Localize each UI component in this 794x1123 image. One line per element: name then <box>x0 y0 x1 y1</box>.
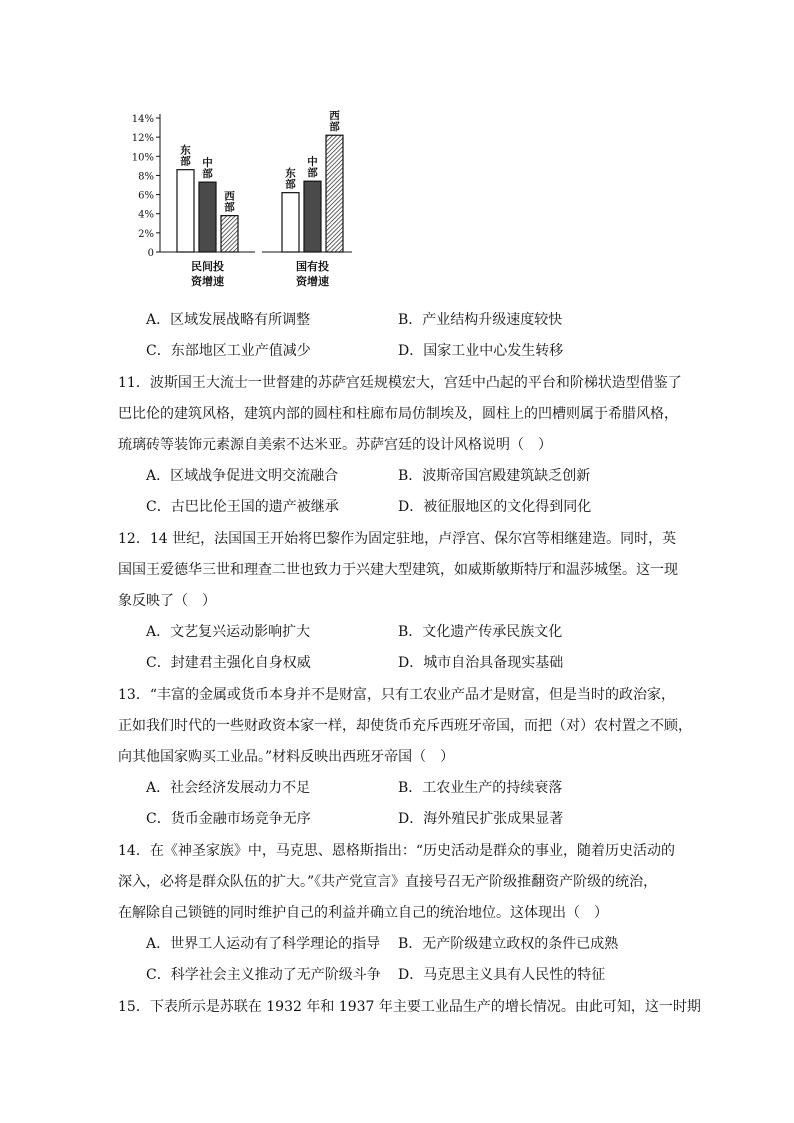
q12-stem-line-2: 国国王爱德华三世和理查二世也致力于兴建大型建筑，如威斯敏斯特厅和温莎城堡。这一现 <box>118 562 678 578</box>
q12-option-b[interactable]: B．文化遗产传承民族文化 <box>398 624 563 640</box>
q14-option-d[interactable]: D．马克思主义具有人民性的特征 <box>398 967 606 983</box>
y-tick-label: 10% <box>131 152 154 164</box>
q12-option-c[interactable]: C．封建君主强化自身权威 <box>146 655 311 671</box>
bar-label-char: 部 <box>224 201 235 214</box>
y-tick-label: 0 <box>147 248 154 259</box>
q14-stem-line-1: 14．在《神圣家族》中，马克思、恩格斯指出：“历史活动是群众的事业，随着历史活动的 <box>118 843 675 859</box>
q15-stem-line-1: 15．下表所示是苏联在 1932 年和 1937 年主要工业品生产的增长情况。由此可知，这一时期 <box>118 999 701 1015</box>
bar-2-1 <box>199 182 216 252</box>
q10-option-a[interactable]: A．区域发展战略有所调整 <box>146 312 311 328</box>
q10-option-d[interactable]: D．国家工业中心发生转移 <box>398 343 564 359</box>
q14-option-b[interactable]: B．无产阶级建立政权的条件已成熟 <box>398 936 619 952</box>
x-category-label: 民间投 <box>191 260 224 273</box>
x-category-label: 资增速 <box>296 275 329 288</box>
y-tick-label: 4% <box>138 209 154 221</box>
bar-label-char: 中 <box>202 157 213 170</box>
x-category-label: 国有投 <box>296 260 329 273</box>
bar-3-2 <box>326 135 343 252</box>
q11-option-c[interactable]: C．古巴比伦王国的遗产被继承 <box>146 499 339 515</box>
bar-label-char: 东 <box>180 144 191 157</box>
bar-label-char: 中 <box>307 156 318 169</box>
bar-label-char: 西 <box>224 190 235 203</box>
y-tick-label: 12% <box>131 133 154 145</box>
x-category-label: 资增速 <box>191 275 224 288</box>
bar-label-char: 部 <box>307 167 318 180</box>
q11-stem-line-1: 11．波斯国王大流士一世督建的苏萨宫廷规模宏大，宫廷中凸起的平台和阶梯状造型借鉴了 <box>118 375 682 391</box>
y-tick-label: 6% <box>138 190 154 202</box>
bar-1-2 <box>282 193 299 252</box>
q14-stem-line-3: 在解除自己锁链的同时维护自己的利益并确立自己的统治地位。这体现出（ ） <box>118 905 608 921</box>
investment-growth-bar-chart <box>120 110 370 295</box>
q11-stem-line-3: 琉璃砖等装饰元素源自美索不达米亚。苏萨宫廷的设计风格说明（ ） <box>118 437 552 453</box>
q10-option-c[interactable]: C．东部地区工业产值减少 <box>146 343 311 359</box>
bar-label-char: 部 <box>329 121 340 134</box>
bar-1-1 <box>177 170 194 252</box>
q12-option-a[interactable]: A．文艺复兴运动影响扩大 <box>146 624 311 640</box>
q13-stem-line-2: 正如我们时代的一些财政资本家一样，却使货币充斥西班牙帝国，而把（对）农村置之不顾， <box>118 718 692 734</box>
bar-label-char: 东 <box>285 167 296 180</box>
q13-option-d[interactable]: D．海外殖民扩张成果显著 <box>398 811 564 827</box>
q12-stem-line-1: 12．14 世纪，法国国王开始将巴黎作为固定驻地，卢浮宫、保尔宫等相继建造。同时，英 <box>118 531 677 547</box>
q11-option-d[interactable]: D．被征服地区的文化得到同化 <box>398 499 592 515</box>
q11-stem-line-2: 巴比伦的建筑风格，建筑内部的圆柱和柱廊布局仿制埃及，圆柱上的凹槽则属于希腊风格， <box>118 406 678 422</box>
bar-label-char: 部 <box>202 168 213 181</box>
q12-stem-line-3: 象反映了（ ） <box>118 593 216 609</box>
q12-option-d[interactable]: D．城市自治具备现实基础 <box>398 655 564 671</box>
chart-svg <box>120 110 370 295</box>
q11-option-a[interactable]: A．区域战争促进文明交流融合 <box>146 468 339 484</box>
q11-option-b[interactable]: B．波斯帝国宫殿建筑缺乏创新 <box>398 468 591 484</box>
bar-2-2 <box>304 181 321 252</box>
y-tick-label: 2% <box>138 228 154 240</box>
q14-option-c[interactable]: C．科学社会主义推动了无产阶级斗争 <box>146 967 381 983</box>
bar-label-char: 西 <box>329 110 340 123</box>
q10-option-b[interactable]: B．产业结构升级速度较快 <box>398 312 563 328</box>
y-tick-label: 14% <box>131 114 154 125</box>
q13-stem-line-1: 13．“丰富的金属或货币本身并不是财富，只有工农业产品才是财富，但是当时的政治家， <box>118 687 675 703</box>
bar-3-1 <box>221 216 238 252</box>
bar-label-char: 部 <box>285 178 296 191</box>
q13-stem-line-3: 向其他国家购买工业品。”材料反映出西班牙帝国（ ） <box>118 749 455 765</box>
q13-option-c[interactable]: C．货币金融市场竞争无序 <box>146 811 311 827</box>
q13-option-b[interactable]: B．工农业生产的持续衰落 <box>398 780 563 796</box>
q13-option-a[interactable]: A．社会经济发展动力不足 <box>146 780 311 796</box>
q14-stem-line-2: 深入，必将是群众队伍的扩大。”《共产党宣言》直接号召无产阶级推翻资产阶级的统治， <box>118 874 658 890</box>
bar-label-char: 部 <box>180 155 191 168</box>
q14-option-a[interactable]: A．世界工人运动有了科学理论的指导 <box>146 936 381 952</box>
y-tick-label: 8% <box>138 171 154 183</box>
